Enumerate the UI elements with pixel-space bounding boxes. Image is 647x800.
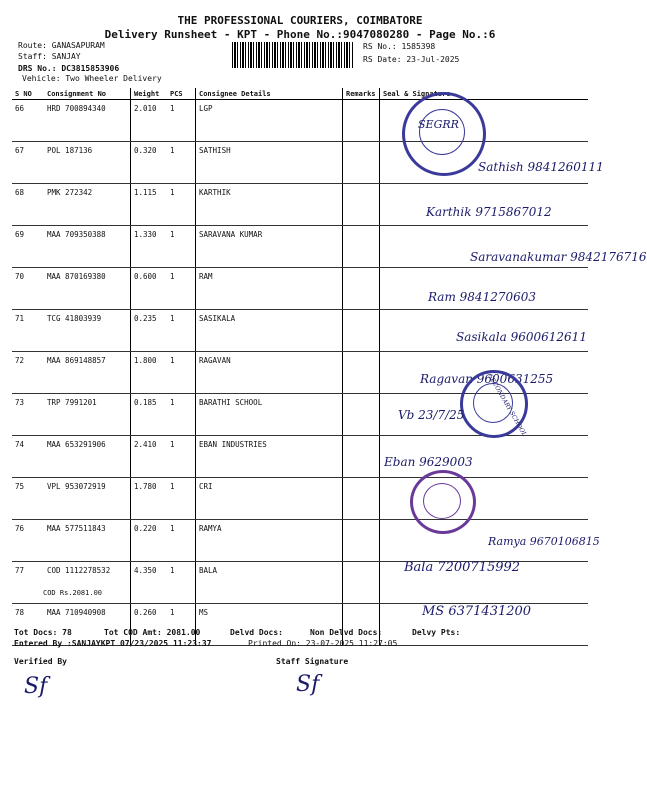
verified-signature: Sf (24, 674, 48, 699)
table-row (12, 436, 588, 478)
signature-ragavan: Ragavan 9600631255 (420, 372, 554, 386)
staff-signature: Sf (296, 672, 320, 697)
row-sno: 68 (12, 184, 44, 226)
row-consignee: SARAVANA KUMAR (196, 226, 343, 268)
row-sno: 72 (12, 352, 44, 394)
col-weight: Weight (131, 88, 168, 100)
staff-signature-label: Staff Signature (276, 657, 349, 666)
signature-ramya: Ramya 9670106815 (488, 535, 600, 548)
row-consignment: COD 1112278532 COD Rs.2081.00 (44, 562, 131, 604)
row-weight: 1.780 (131, 478, 168, 520)
row-consignment: POL 187136 (44, 142, 131, 184)
company-title: THE PROFESSIONAL COURIERS, COIMBATORE (177, 14, 423, 27)
row-remarks (343, 436, 380, 478)
row-consignee: BARATHI SCHOOL (196, 394, 343, 436)
table-row (12, 100, 588, 142)
row-pcs: 1 (167, 562, 196, 604)
row-consignee: CRI (196, 478, 343, 520)
row-weight: 0.320 (131, 142, 168, 184)
school-stamp-text: SECONDARY SCHOOL (486, 373, 528, 438)
row-weight: 0.600 (131, 268, 168, 310)
row-consignee: RAM (196, 268, 343, 310)
col-consignment: Consignment No (44, 88, 131, 100)
verified-by-label: Verified By (14, 657, 67, 666)
row-consignment: PMK 272342 (44, 184, 131, 226)
row-weight: 2.410 (131, 436, 168, 478)
col-consignee: Consignee Details (196, 88, 343, 100)
stamp-text: SEGRR (418, 118, 459, 131)
row-weight: 1.115 (131, 184, 168, 226)
row-consignee: RAMYA (196, 520, 343, 562)
rs-date: RS Date: 23-Jul-2025 (363, 55, 460, 64)
entered-by: Entered By :SANJAYKPT 07/23/2025 11:23:37 (14, 639, 212, 648)
row-sno: 71 (12, 310, 44, 352)
row-weight: 4.350 (131, 562, 168, 604)
row-consignee: SASIKALA (196, 310, 343, 352)
row-remarks (343, 562, 380, 604)
row-pcs: 1 (167, 520, 196, 562)
signature-ram: Ram 9841270603 (428, 290, 537, 304)
total-cod: Tot COD Amt: 2081.00 (104, 628, 201, 637)
row-pcs: 1 (167, 436, 196, 478)
row-pcs: 1 (167, 226, 196, 268)
row-consignee: RAGAVAN (196, 352, 343, 394)
row-consignee: SATHISH (196, 142, 343, 184)
stamp-circle (402, 92, 486, 176)
row-weight: 0.185 (131, 394, 168, 436)
route: Route: GANASAPURAM (18, 41, 105, 50)
row-consignee: LGP (196, 100, 343, 142)
drs-number: DRS No.: DC3815853906 (18, 64, 120, 73)
signature-sasikala: Sasikala 9600612611 (456, 330, 587, 344)
row-sno: 73 (12, 394, 44, 436)
row-weight: 0.220 (131, 520, 168, 562)
row-consignment: HRD 700894340 (44, 100, 131, 142)
row-pcs: 1 (167, 394, 196, 436)
signature-eban: Eban 9629003 (384, 455, 473, 469)
row-sno: 78 (12, 604, 44, 646)
printed-on: Printed On: 23-07-2025 11:27:05 (248, 639, 398, 648)
row-pcs: 1 (167, 268, 196, 310)
runsheet-subtitle: Delivery Runsheet - KPT - Phone No.:9047080280 - Page No.:6 (104, 28, 496, 41)
row-sno: 69 (12, 226, 44, 268)
row-weight: 0.260 (131, 604, 168, 646)
signature-sathish: Sathish 9841260111 (478, 160, 604, 174)
non-delivered-docs: Non Delvd Docs: (310, 628, 383, 637)
row-consignment: MAA 710940908 (44, 604, 131, 646)
row-sno: 76 (12, 520, 44, 562)
row-pcs: 1 (167, 604, 196, 646)
row-consignment: VPL 953072919 (44, 478, 131, 520)
row-remarks (343, 268, 380, 310)
row-sno: 74 (12, 436, 44, 478)
row-pcs: 1 (167, 100, 196, 142)
cri-stamp (410, 470, 476, 534)
row-consignment: MAA 870169380 (44, 268, 131, 310)
row-pcs: 1 (167, 352, 196, 394)
row-consignment: MAA 577511843 (44, 520, 131, 562)
staff: Staff: SANJAY (18, 52, 81, 61)
rs-number: RS No.: 1585398 (363, 42, 436, 51)
total-docs: Tot Docs: 78 (14, 628, 72, 637)
row-remarks (343, 226, 380, 268)
row-pcs: 1 (167, 478, 196, 520)
row-consignee: EBAN INDUSTRIES (196, 436, 343, 478)
row-consignee: BALA (196, 562, 343, 604)
row-remarks (343, 352, 380, 394)
row-sno: 70 (12, 268, 44, 310)
row-sno: 77 (12, 562, 44, 604)
barcode (232, 42, 354, 68)
col-seal-signature: Seal & Signature (380, 88, 589, 100)
row-sno: 66 (12, 100, 44, 142)
row-sno: 67 (12, 142, 44, 184)
row-consignee: KARTHIK (196, 184, 343, 226)
signature-barathi: Vb 23/7/25 (398, 408, 465, 422)
vehicle: Vehicle: Two Wheeler Delivery (22, 74, 162, 83)
delivery-points: Delvy Pts: (412, 628, 461, 637)
row-consignment: MAA 869148857 (44, 352, 131, 394)
row-remarks (343, 142, 380, 184)
row-remarks (343, 100, 380, 142)
delivered-docs: Delvd Docs: (230, 628, 283, 637)
row-weight: 0.235 (131, 310, 168, 352)
signature-ms: MS 6371431200 (422, 604, 532, 619)
row-consignee: MS (196, 604, 343, 646)
row-consignment: MAA 653291906 (44, 436, 131, 478)
col-remarks: Remarks (343, 88, 380, 100)
row-weight: 1.800 (131, 352, 168, 394)
row-consignment: TCG 41803939 (44, 310, 131, 352)
col-pcs: PCS (167, 88, 196, 100)
row-weight: 1.330 (131, 226, 168, 268)
signature-bala: Bala 7200715992 (404, 560, 521, 575)
row-weight: 2.010 (131, 100, 168, 142)
table-row (12, 478, 588, 520)
row-remarks (343, 184, 380, 226)
row-pcs: 1 (167, 184, 196, 226)
signature-saravana: Saravanakumar 9842176716 (470, 250, 647, 264)
row-pcs: 1 (167, 142, 196, 184)
row-sno: 75 (12, 478, 44, 520)
row-remarks (343, 520, 380, 562)
row-pcs: 1 (167, 310, 196, 352)
row-remarks (343, 478, 380, 520)
row-consignment: MAA 709350388 (44, 226, 131, 268)
col-sno: S NO (12, 88, 44, 100)
row-remarks (343, 394, 380, 436)
signature-karthik: Karthik 9715867012 (426, 205, 552, 219)
row-consignment: TRP 7991201 (44, 394, 131, 436)
row-remarks (343, 310, 380, 352)
cod-note: COD Rs.2081.00 (43, 589, 103, 597)
